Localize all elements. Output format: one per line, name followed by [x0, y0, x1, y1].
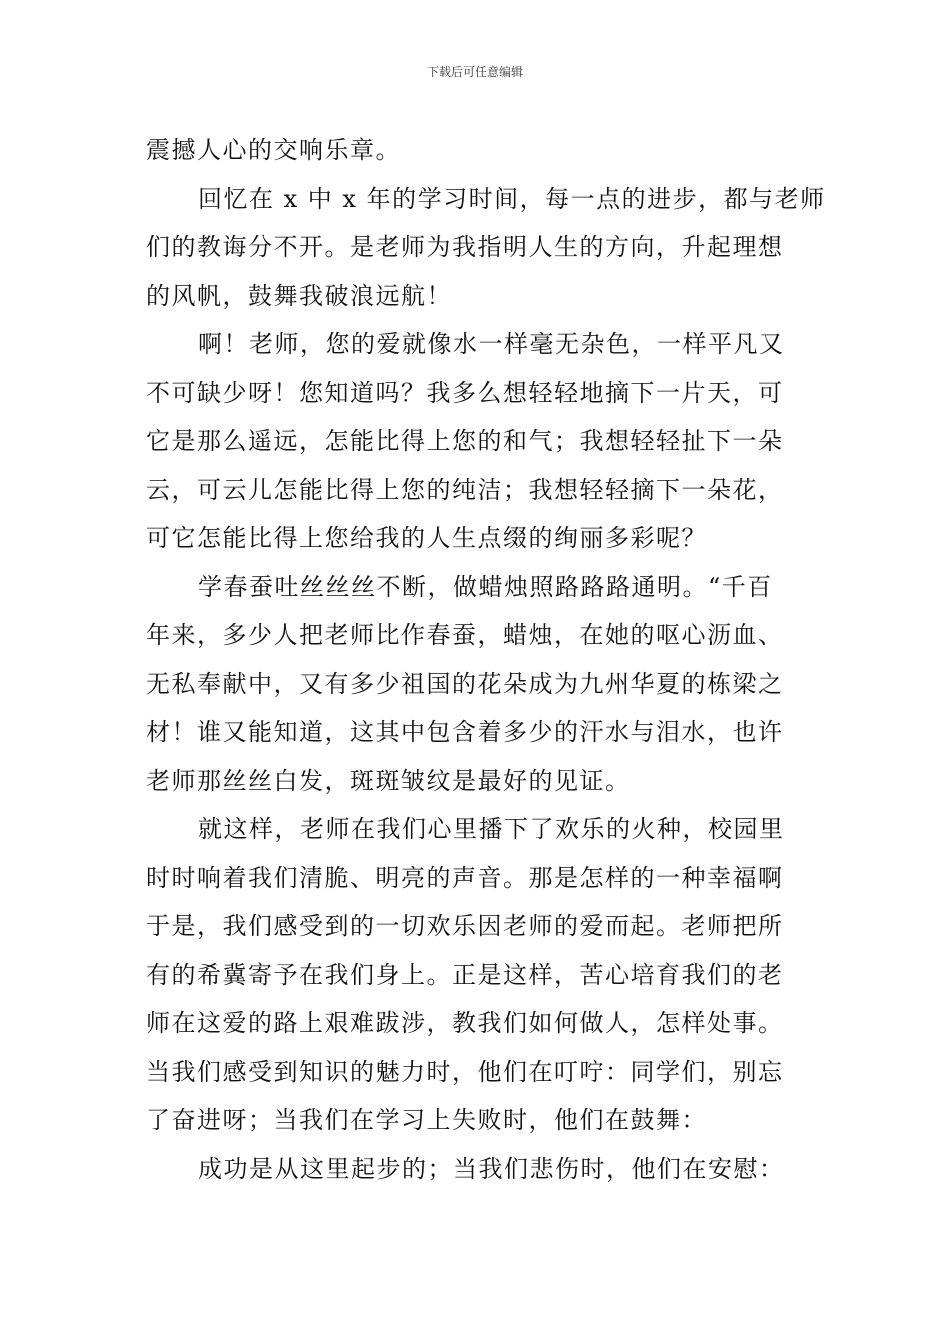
text-line: 有的希冀寄予在我们身上。正是这样，苦心培育我们的老	[146, 960, 784, 989]
text-line: 的风帆，鼓舞我破浪远航！	[146, 281, 452, 310]
text-line: 无私奉献中，又有多少祖国的花朵成为九州华夏的栋梁之	[146, 669, 784, 698]
text-line: 年来，多少人把老师比作春蚕，蜡烛，在她的呕心沥血、	[146, 621, 784, 649]
text-line: 学春蚕吐丝丝丝不断，做蜡烛照路路路通明。“千百	[198, 572, 773, 601]
text-line: 当我们感受到知识的魅力时，他们在叮咛：同学们，别忘	[146, 1057, 784, 1086]
text-line: 云，可云儿怎能比得上您的纯洁；我想轻轻摘下一朵花，	[146, 475, 784, 504]
text-line: 啊！老师，您的爱就像水一样毫无杂色，一样平凡又	[198, 330, 785, 358]
text-line: 就这样，老师在我们心里播下了欢乐的火种，校园里	[198, 815, 785, 843]
text-line: 师在这爱的路上艰难跋涉，教我们如何做人，怎样处事。	[146, 1009, 784, 1037]
text-line: 了奋进呀；当我们在学习上失败时，他们在鼓舞：	[146, 1106, 707, 1134]
text-line: 可它怎能比得上您给我的人生点缀的绚丽多彩呢？	[146, 524, 707, 552]
text-line: 震撼人心的交响乐章。	[146, 136, 401, 164]
text-line: 回忆在 x 中 x 年的学习时间，每一点的进步，都与老师	[198, 184, 826, 213]
text-line: 不可缺少呀！您知道吗？我多么想轻轻地摘下一片天，可	[146, 378, 784, 407]
document-body	[146, 126, 826, 1193]
text-line: 于是，我们感受到的一切欢乐因老师的爱而起。老师把所	[146, 912, 784, 940]
text-line: 材！谁又能知道，这其中包含着多少的汗水与泪水，也许	[146, 718, 784, 746]
text-line: 老师那丝丝白发，斑斑皱纹是最好的见证。	[146, 766, 631, 795]
text-line: 它是那么遥远，怎能比得上您的和气；我想轻轻扯下一朵	[146, 427, 784, 455]
page-header-note: 下载后可任意编辑	[426, 65, 523, 79]
text-line: 们的教诲分不开。是老师为我指明人生的方向，升起理想	[146, 233, 784, 261]
text-line: 时时响着我们清脆、明亮的声音。那是怎样的一种幸福啊	[146, 863, 784, 892]
text-line: 成功是从这里起步的；当我们悲伤时，他们在安慰：	[198, 1154, 785, 1183]
